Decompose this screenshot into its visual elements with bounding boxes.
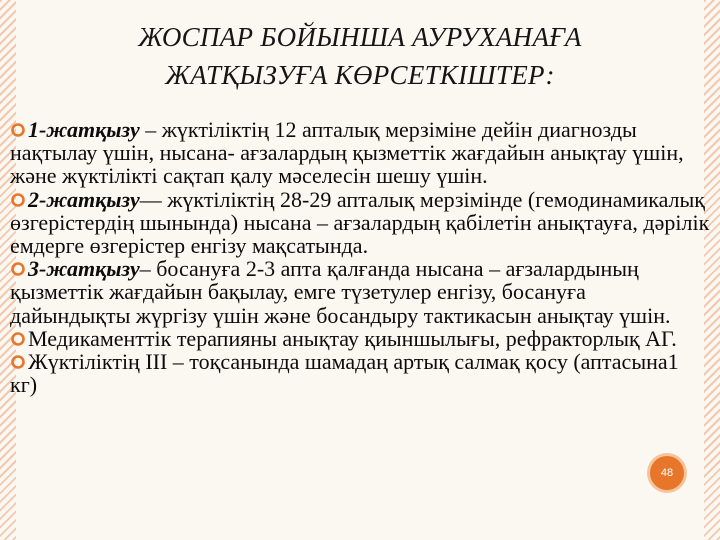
bullet-item bbox=[10, 350, 710, 396]
bullet-text: – жүктіліктің 12 апталық мерзіміне дейін диагнозды нақтылау үшін, нысана- ағзалардың қызметтік жағдайын анықтау үшін, және жүктілікті сақтап қалу мәселесін шешу үшін. bbox=[10, 117, 684, 189]
bullet-text: – босануға 2-3 апта қалғанда нысана – ағзалардының қызметтік жағдайын бақылау, емге түзетулер енгізу, босануға дайындықты жүргізу үшін және босандыру тактикасын анықтау үшін. bbox=[10, 256, 671, 328]
bullet-item bbox=[10, 257, 710, 327]
bullet-text: — жүктіліктің 28-29 апталық мерзімінде (гемодинамикалық өзгерістердің шынында) нысана – ағзалардың қабілетін анықтауға, дәрілік емдерге өзгерістер енгізу мақсатында. bbox=[10, 186, 710, 259]
slide-title-line-1: ЖОСПАР БОЙЫНША АУРУХАНАҒА bbox=[138, 22, 582, 52]
page-number-badge: 48 bbox=[650, 456, 684, 490]
circle-bullet-icon bbox=[10, 354, 26, 370]
bullet-term: 3-жатқызу bbox=[28, 256, 140, 282]
circle-bullet-icon bbox=[10, 261, 26, 277]
circle-bullet-icon bbox=[10, 192, 26, 208]
circle-bullet-icon bbox=[10, 122, 26, 138]
bullet-item bbox=[10, 188, 710, 258]
slide-title bbox=[40, 18, 680, 94]
bullet-item bbox=[10, 118, 710, 188]
circle-bullet-icon bbox=[10, 331, 26, 347]
slide-content bbox=[10, 118, 710, 396]
bullet-term: 1-жатқызу bbox=[28, 117, 140, 142]
bullet-item bbox=[10, 327, 710, 350]
bullet-text: Медикаменттік терапияны анықтау қиыншылығы, рефракторлық АГ. bbox=[28, 325, 677, 351]
slide-title-line-2: ЖАТҚЫЗУҒА КӨРСЕТКІШТЕР: bbox=[165, 60, 555, 90]
bullet-term: 2-жатқызу bbox=[28, 186, 140, 212]
bullet-text: Жүктіліктің III – тоқсанында шамадаң артық салмақ қосу (аптасына1 кг) bbox=[10, 349, 679, 398]
